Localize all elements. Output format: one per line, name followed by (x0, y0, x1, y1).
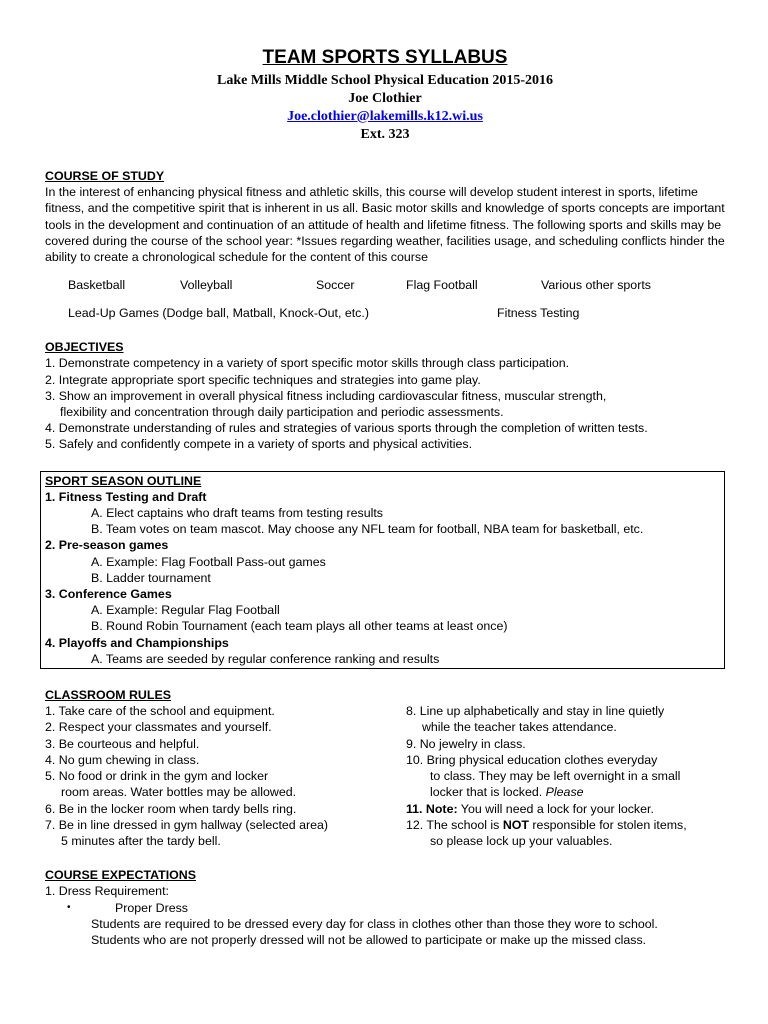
course-of-study-heading: COURSE OF STUDY (45, 169, 165, 183)
sport-item: Fitness Testing (497, 306, 580, 321)
list-item: 8. Line up alphabetically and stay in line quietly (405, 704, 665, 719)
list-item: 5. Safely and confidently compete in a variety of sports and physical activities. (45, 437, 473, 452)
sport-item: Lead-Up Games (Dodge ball, Matball, Knock-Out, etc.) (68, 306, 369, 321)
rule-text: You will need a lock for your locker. (457, 801, 654, 816)
outline-section-title: 3. Conference Games (45, 587, 172, 602)
classroom-rules-columns (45, 703, 725, 849)
list-item: 2. Respect your classmates and yourself. (45, 720, 272, 735)
objectives-list (45, 355, 725, 452)
objectives-heading: OBJECTIVES (45, 340, 124, 355)
teacher-name: Joe Clothier (348, 91, 422, 106)
list-item: 5. No food or drink in the gym and locker (45, 769, 269, 784)
bullet-label: Proper Dress (115, 900, 188, 915)
list-item: 4. No gum chewing in class. (45, 752, 200, 767)
outline-item: B. Ladder tournament (91, 570, 211, 585)
list-item: 5 minutes after the tardy bell. (61, 833, 221, 848)
list-item (406, 784, 725, 800)
sports-list-row-1 (45, 271, 725, 299)
list-item: flexibility and concentration through daily participation and periodic assessments. (60, 405, 504, 420)
list-item: 3. Be courteous and helpful. (45, 736, 200, 751)
list-item: room areas. Water bottles may be allowed. (61, 785, 297, 800)
page-title: TEAM SPORTS SYLLABUS (262, 47, 508, 68)
outline-section-title: 2. Pre-season games (45, 538, 169, 553)
rule-text: 12. The school is (405, 817, 503, 832)
outline-item: A. Teams are seeded by regular conference ranking and results (91, 651, 440, 666)
objectives-section (45, 339, 725, 452)
rule-text: responsible for stolen items, (528, 817, 687, 832)
outline-item: B. Round Robin Tournament (each team plays all other teams at least once) (91, 619, 508, 634)
list-item: to class. They may be left overnight in a small (429, 769, 681, 784)
outline-item: A. Example: Regular Flag Football (91, 603, 280, 618)
outline-section-title: 1. Fitness Testing and Draft (45, 489, 207, 504)
rule-note-label: 11. Note: (405, 801, 458, 816)
expectation-text: Students are required to be dressed every day for class in clothes other than those they wore to school. (91, 916, 658, 931)
list-item: 1. Demonstrate competency in a variety of sport specific motor skills through class participation. (45, 356, 570, 371)
email-link[interactable]: Joe.clothier@lakemills.k12.wi.us (287, 109, 483, 124)
list-item: 9. No jewelry in class. (405, 736, 526, 751)
sports-list-row-2 (45, 299, 725, 327)
season-outline-heading: SPORT SEASON OUTLINE (45, 473, 202, 488)
season-outline-box (40, 471, 725, 669)
rules-column-left (45, 703, 406, 849)
school-name: Lake Mills Middle School Physical Education 2015-2016 (216, 73, 554, 88)
list-item: 1. Dress Requirement: (45, 884, 169, 899)
phone-extension: Ext. 323 (360, 127, 410, 142)
outline-item: A. Example: Flag Football Pass-out games (91, 554, 326, 569)
course-expectations-section (45, 867, 725, 948)
course-of-study-section (45, 168, 725, 327)
classroom-rules-section (45, 687, 725, 849)
classroom-rules-heading: CLASSROOM RULES (45, 688, 171, 703)
sport-item: Soccer (316, 278, 355, 293)
rule-emphasis: NOT (502, 817, 529, 832)
rule-text: locker that is locked. (429, 785, 546, 800)
sport-item: Various other sports (541, 278, 651, 293)
list-item: 1. Take care of the school and equipment. (45, 704, 275, 719)
sport-item: Flag Football (406, 278, 478, 293)
list-item (406, 801, 725, 817)
outline-item: B. Team votes on team mascot. May choose any NFL team for football, NBA team for basketball, etc. (91, 522, 644, 537)
list-item: 3. Show an improvement in overall physical fitness including cardiovascular fitness, muscular strength, (45, 388, 607, 403)
list-item (406, 817, 725, 833)
sport-item: Basketball (68, 278, 126, 293)
document-page (45, 46, 725, 948)
document-header (45, 46, 725, 144)
bullet-item (45, 900, 725, 916)
rule-text-italic: Please (545, 785, 584, 800)
list-item: so please lock up your valuables. (429, 833, 613, 848)
list-item: 4. Demonstrate understanding of rules and strategies of various sports through the completion of written tests. (45, 421, 648, 436)
expectation-text: Students who are not properly dressed will not be allowed to participate or make up the missed class. (91, 932, 647, 947)
list-item: while the teacher takes attendance. (421, 720, 617, 735)
course-of-study-body: In the interest of enhancing physical fitness and athletic skills, this course will develop student interest in sports, lifetime fitness, and the competitive spirit that is inherent in us all. Basic motor skills and knowledge of sports concepts are important tools in the development and continuation of an attitude of health and lifetime fitness. The following sports and skills may be covered during the course of the school year: *Issues regarding weather, facilities usage, and scheduling conflicts hinder the ability to create a chronological schedule for the content of this course (45, 185, 725, 265)
rules-column-right (406, 703, 725, 849)
list-item: 6. Be in the locker room when tardy bells ring. (45, 801, 297, 816)
list-item: 2. Integrate appropriate sport specific techniques and strategies into game play. (45, 372, 481, 387)
list-item: 10. Bring physical education clothes everyday (405, 752, 658, 767)
outline-item: A. Elect captains who draft teams from testing results (91, 506, 383, 521)
bullet-icon: • (67, 901, 71, 913)
list-item: 7. Be in line dressed in gym hallway (selected area) (45, 817, 329, 832)
outline-section-title: 4. Playoffs and Championships (45, 635, 229, 650)
sport-item: Volleyball (180, 278, 233, 293)
course-expectations-heading: COURSE EXPECTATIONS (45, 868, 196, 883)
